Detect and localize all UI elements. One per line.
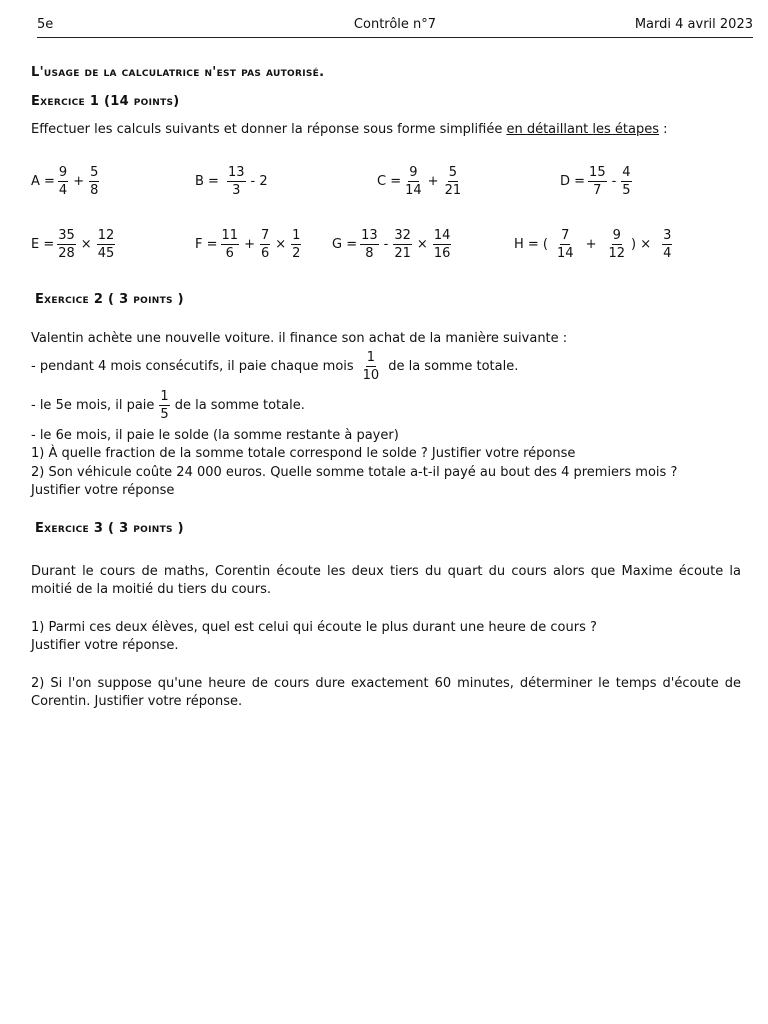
calc-B: B = $\frac{13}{3}$ - 2 bbox=[195, 165, 268, 198]
underlined-instruction: en détaillant les étapes bbox=[506, 122, 660, 137]
calc-A: A = $\frac{9}{4}$ + $\frac{5}{8}$ bbox=[31, 165, 99, 198]
calculator-notice: L'usage de la calculatrice n'est pas autorisé. bbox=[31, 65, 325, 80]
exercise-2-question-1: 1) À quelle fraction de la somme totale correspond le solde ? Justifier votre réponse bbox=[31, 446, 576, 461]
exercise-3-question-1: 1) Parmi ces deux élèves, quel est celui qui écoute le plus durant une heure de cours ? bbox=[31, 620, 597, 635]
exercise-3-intro: Durant le cours de maths, Corentin écoute les deux tiers du quart du cours alors que Maxime écoute la moitié de la moitié du tiers du cours. bbox=[31, 564, 741, 597]
calc-G: G = $\frac{13}{8}$ - $\frac{32}{21}$ × $\frac{14}{16}$ bbox=[332, 228, 451, 261]
exercise-2-line-1: - pendant 4 mois consécutifs, il paie chaque mois $\frac{1}{10}$ de la somme totale. bbox=[31, 350, 519, 383]
exercise-2-line-2: - le 5e mois, il paie $\frac{1}{5}$ de la somme totale. bbox=[31, 389, 305, 422]
exercise-3-title: Exercice 3 ( 3 points ) bbox=[35, 521, 184, 536]
exercise-2-line-3: - le 6e mois, il paie le solde (la somme restante à payer) bbox=[31, 428, 399, 443]
calc-D: D = $\frac{15}{7}$ - $\frac{4}{5}$ bbox=[560, 165, 631, 198]
class-level: 5e bbox=[37, 17, 54, 32]
calc-C: C = $\frac{9}{14}$ + $\frac{5}{21}$ bbox=[377, 165, 462, 198]
exercise-2-question-2: 2) Son véhicule coûte 24 000 euros. Quelle somme totale a-t-il payé au bout des 4 premiers mois ? bbox=[31, 465, 678, 480]
exercise-3-question-1-justify: Justifier votre réponse. bbox=[31, 638, 179, 653]
test-date: Mardi 4 avril 2023 bbox=[634, 17, 753, 32]
exercise-2-title: Exercice 2 ( 3 points ) bbox=[35, 292, 184, 307]
calc-F: F = $\frac{11}{6}$ + $\frac{7}{6}$ × $\frac{1}{2}$ bbox=[195, 228, 301, 261]
calc-H: H = ( $\frac{7}{14}$ + $\frac{9}{12}$ ) × $\frac{3}{4}$ bbox=[514, 228, 672, 261]
test-title: Contrôle n°7 bbox=[353, 17, 437, 32]
exercise-3-question-2: 2) Si l'on suppose qu'une heure de cours dure exactement 60 minutes, déterminer le temps d'écoute de Corentin. Justifier votre réponse. bbox=[31, 676, 741, 709]
exercise-2-intro: Valentin achète une nouvelle voiture. il finance son achat de la manière suivante : bbox=[31, 331, 568, 346]
exercise-2-question-2-justify: Justifier votre réponse bbox=[31, 483, 175, 498]
calc-E: E = $\frac{35}{28}$ × $\frac{12}{45}$ bbox=[31, 228, 115, 261]
exercise-1-title: Exercice 1 (14 points) bbox=[31, 94, 180, 109]
exercise-1-intro: Effectuer les calculs suivants et donner la réponse sous forme simplifiée en détaillant les étapes : bbox=[31, 122, 668, 137]
page-header bbox=[37, 15, 753, 38]
